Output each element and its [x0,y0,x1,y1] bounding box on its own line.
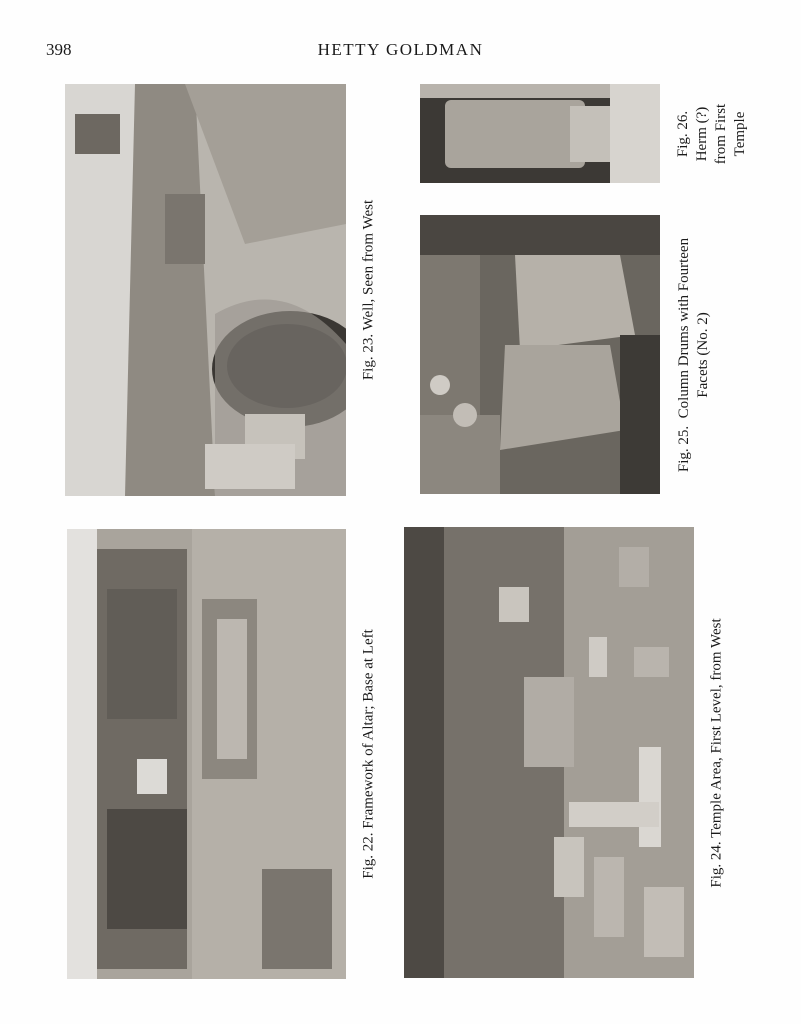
running-head: HETTY GOLDMAN [317,40,484,59]
caption-fig-25 [672,215,716,494]
caption-fig-26 [672,84,752,183]
photo-temple-area [404,527,694,978]
caption-fig-26-line-4: Temple [732,111,748,156]
photo-well [65,84,346,496]
caption-fig-26-text [674,103,750,163]
caption-fig-26-line-3: from First [713,103,729,164]
caption-fig-22 [357,529,381,979]
photo-herm [420,84,660,183]
caption-fig-25-text [675,237,713,471]
caption-fig-26-line-1: Fig. 26. [675,110,691,157]
page-number: 398 [46,40,72,59]
caption-fig-26-line-2: Herm (?) [694,106,710,161]
caption-fig-24-text: Fig. 24. Temple Area, First Level, from West [708,617,725,888]
caption-fig-25-prefix: Fig. 25. [676,425,692,472]
photo-column-drums [420,215,660,494]
caption-fig-24 [705,527,729,978]
caption-fig-23 [357,84,381,496]
photo-altar-framework [67,529,346,979]
caption-fig-22-text: Fig. 22. Framework of Altar; Base at Left [360,629,377,879]
caption-fig-25-line-1: Column Drums with Fourteen [676,237,692,418]
caption-fig-23-text: Fig. 23. Well, Seen from West [360,199,377,381]
caption-fig-25-line-2: Facets (No. 2) [695,311,711,398]
